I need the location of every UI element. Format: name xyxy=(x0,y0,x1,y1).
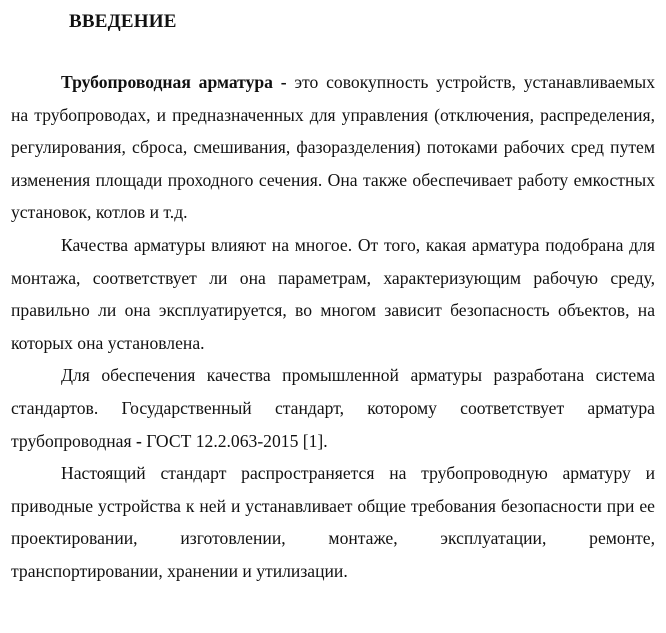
paragraph-definition xyxy=(11,66,655,229)
standards-text-after: ГОСТ 12.2.063-2015 [1]. xyxy=(146,430,328,451)
section-heading: ВВЕДЕНИЕ xyxy=(69,11,177,32)
paragraph-standards xyxy=(11,359,655,457)
definition-dash: - xyxy=(272,72,295,92)
definition-text: это совокупность устройств, устанавливаемых на трубопроводах, и предназначенных для управления (отключения, распределения, регулирования, сброса, смешивания, фазоразделения) потоками рабочих сред путем изменения площади проходного сечения. Она также обеспечивает работу емкостных установок, котлов и т.д. xyxy=(11,72,655,223)
defined-term: Трубопроводная арматура xyxy=(61,72,273,92)
paragraph-quality: Качества арматуры влияют на многое. От того, какая арматура подобрана для монтажа, соответствует ли она параметрам, характеризующим рабочую среду, правильно ли она эксплуатируется, во многом зависит безопасность объектов, на которых она установлена. xyxy=(11,234,655,353)
paragraph-scope: Настоящий стандарт распространяется на трубопроводную арматуру и приводные устройства к ней и устанавливает общие требования безопасности при ее проектировании, изготовлении, монтаже, эксплуатации, ремонте, транспортировании, хранении и утилизации. xyxy=(11,463,655,581)
standards-dash: - xyxy=(131,430,147,451)
standards-text-before: Для обеспечения качества промышленной арматуры разработана система стандартов. Государственный стандарт, которому соответствует арматура трубопроводная xyxy=(11,365,655,451)
